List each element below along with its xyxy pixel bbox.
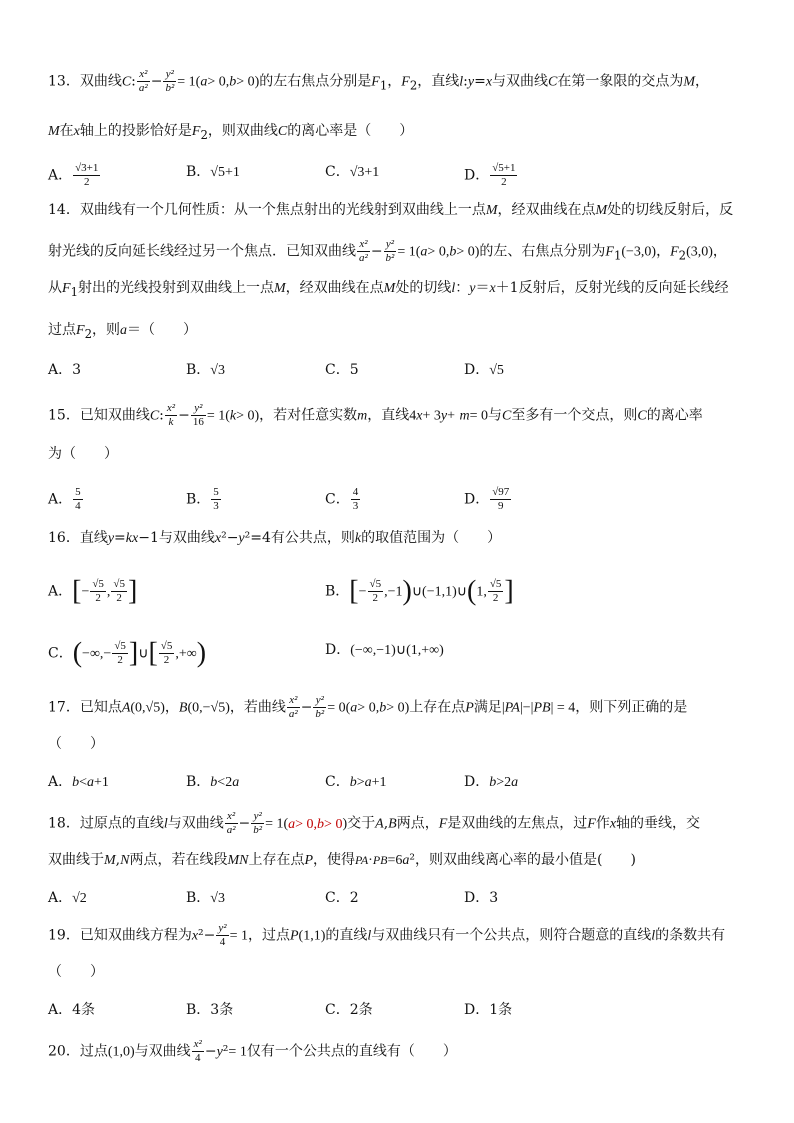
q13-option-b: B．√5+1	[186, 164, 240, 180]
q17-option-b: B．b<2a	[186, 774, 240, 790]
q19-line1: 19．已知双曲线方程为x²− $\frac{\text{y²}}{4}$ = 1，过点P(1,1)的直线l与双曲线只有一个公共点，则符合题意的直线l的条数共有	[48, 922, 726, 948]
q13-option-d: D． $\frac{√5+1}{2}$	[464, 162, 516, 188]
q13-option-a: A． $\frac{√3+1}{2}$	[48, 162, 99, 188]
q14-option-d: D．√5	[464, 362, 504, 378]
q15-option-a: A． $\frac{5}{4}$	[48, 486, 81, 512]
q17-option-c: C．b>a+1	[325, 774, 387, 790]
q13-line1: 13．双曲线C: $\frac{\text{x²}}{\text{a²}}$ − $\frac{\text{y²}}{\text{b²}}$ = 1(a> 0,b> 0)的左右焦点分别是$F_1$，$F_2$，直线l:y=x与双曲线C在第一象限的交点为M，	[48, 68, 710, 94]
q15-option-b: B． $\frac{5}{3}$	[186, 486, 219, 512]
q20-line1: 20．过点(1,0)与双曲线 $\frac{\text{x²}}{4}$ −y²= 1仅有一个公共点的直线有（ ）	[48, 1038, 457, 1064]
q17-line2: （ ）	[48, 736, 104, 752]
q14-option-a: A．3	[48, 362, 82, 378]
q14-line3: 从$F_1$射出的光线投射到双曲线上一点M，经双曲线在点M处的切线l：y＝x＋1反射后，反射光线的反向延长线经	[48, 280, 729, 299]
q17-option-d: D．b>2a	[464, 774, 519, 790]
q17-option-a: A．b<a+1	[48, 774, 109, 790]
q16-line1: 16．直线y=kx−1与双曲线x²−y²=4有公共点，则k的取值范围为（ ）	[48, 530, 502, 546]
q15-line1: 15．已知双曲线C: $\frac{\text{x²}}{k}$ − $\frac{\text{y²}}{16}$ = 1(k> 0)，若对任意实数m，直线4x+ 3y+ m= 0与C至多有一个交点，则C的离心率	[48, 402, 703, 428]
q18-line1: 18．过原点的直线l与双曲线 $\frac{\text{x²}}{\text{a²}}$ − $\frac{\text{y²}}{\text{b²}}$ = 1(a> 0,b> 0)交于A,B两点，F是双曲线的左焦点，过F作x轴的垂线，交	[48, 810, 701, 836]
q16-option-d: D．(−∞,−1)∪(1,+∞)	[325, 642, 444, 658]
q15-line2: 为（ ）	[48, 446, 118, 462]
q15-option-d: D． $\frac{√97}{9}$	[464, 486, 510, 512]
q17-line1: 17．已知点A(0,√5)，B(0,−√5)，若曲线 $\frac{\text{x²}}{\text{a²}}$ − $\frac{\text{y²}}{\text{b²}}$ = 0(a> 0,b> 0)上存在点P满足|PA|−|PB| = 4，则下列正确的是	[48, 694, 688, 720]
q19-option-a: A．4条	[48, 1002, 96, 1018]
q13-line2: M在x轴上的投影恰好是$F_2$，则双曲线C的离心率是（ ）	[48, 123, 414, 142]
q18-option-a: A．√2	[48, 890, 87, 906]
q16-option-a: A．[− $\frac{√5}{2}$ , $\frac{√5}{2}$ ]	[48, 575, 138, 607]
q14-line2: 射光线的反向延长线经过另一个焦点．已知双曲线 $\frac{\text{x²}}{\text{a²}}$ − $\frac{\text{y²}}{\text{b²}}$ = 1(a> 0,b> 0)的左、右焦点分别为$F_1(-3,0)$，$F_2(3,0)$，	[48, 238, 727, 264]
q19-option-d: D．1条	[464, 1002, 513, 1018]
q13-option-c: C．√3+1	[325, 164, 380, 180]
q18-option-c: C．2	[325, 890, 359, 906]
q18-option-d: D．3	[464, 890, 499, 906]
q14-line4: 过点$F_2$，则a＝（ ）	[48, 322, 197, 341]
q19-option-c: C．2条	[325, 1002, 373, 1018]
q14-line1: 14．双曲线有一个几何性质：从一个焦点射出的光线射到双曲线上一点M，经双曲线在点M处的切线反射后，反	[48, 202, 734, 218]
q19-line2: （ ）	[48, 964, 104, 980]
q16-option-c: C．(−∞,− $\frac{√5}{2}$ ]∪[ $\frac{√5}{2}$ ,+∞)	[48, 637, 207, 669]
q18-line2: 双曲线于M,N两点，若在线段MN上存在点P，使得PA·PB=6a²，则双曲线离心率的最小值是( )	[48, 852, 636, 868]
q15-option-c: C． $\frac{4}{3}$	[325, 486, 359, 512]
q19-option-b: B．3条	[186, 1002, 234, 1018]
q14-option-c: C．5	[325, 362, 359, 378]
q16-option-b: B．[− $\frac{√5}{2}$ ,−1)∪(−1,1)∪(1, $\frac{√5}{2}$ ]	[325, 575, 514, 607]
q18-option-b: B．√3	[186, 890, 225, 906]
q14-option-b: B．√3	[186, 362, 225, 378]
